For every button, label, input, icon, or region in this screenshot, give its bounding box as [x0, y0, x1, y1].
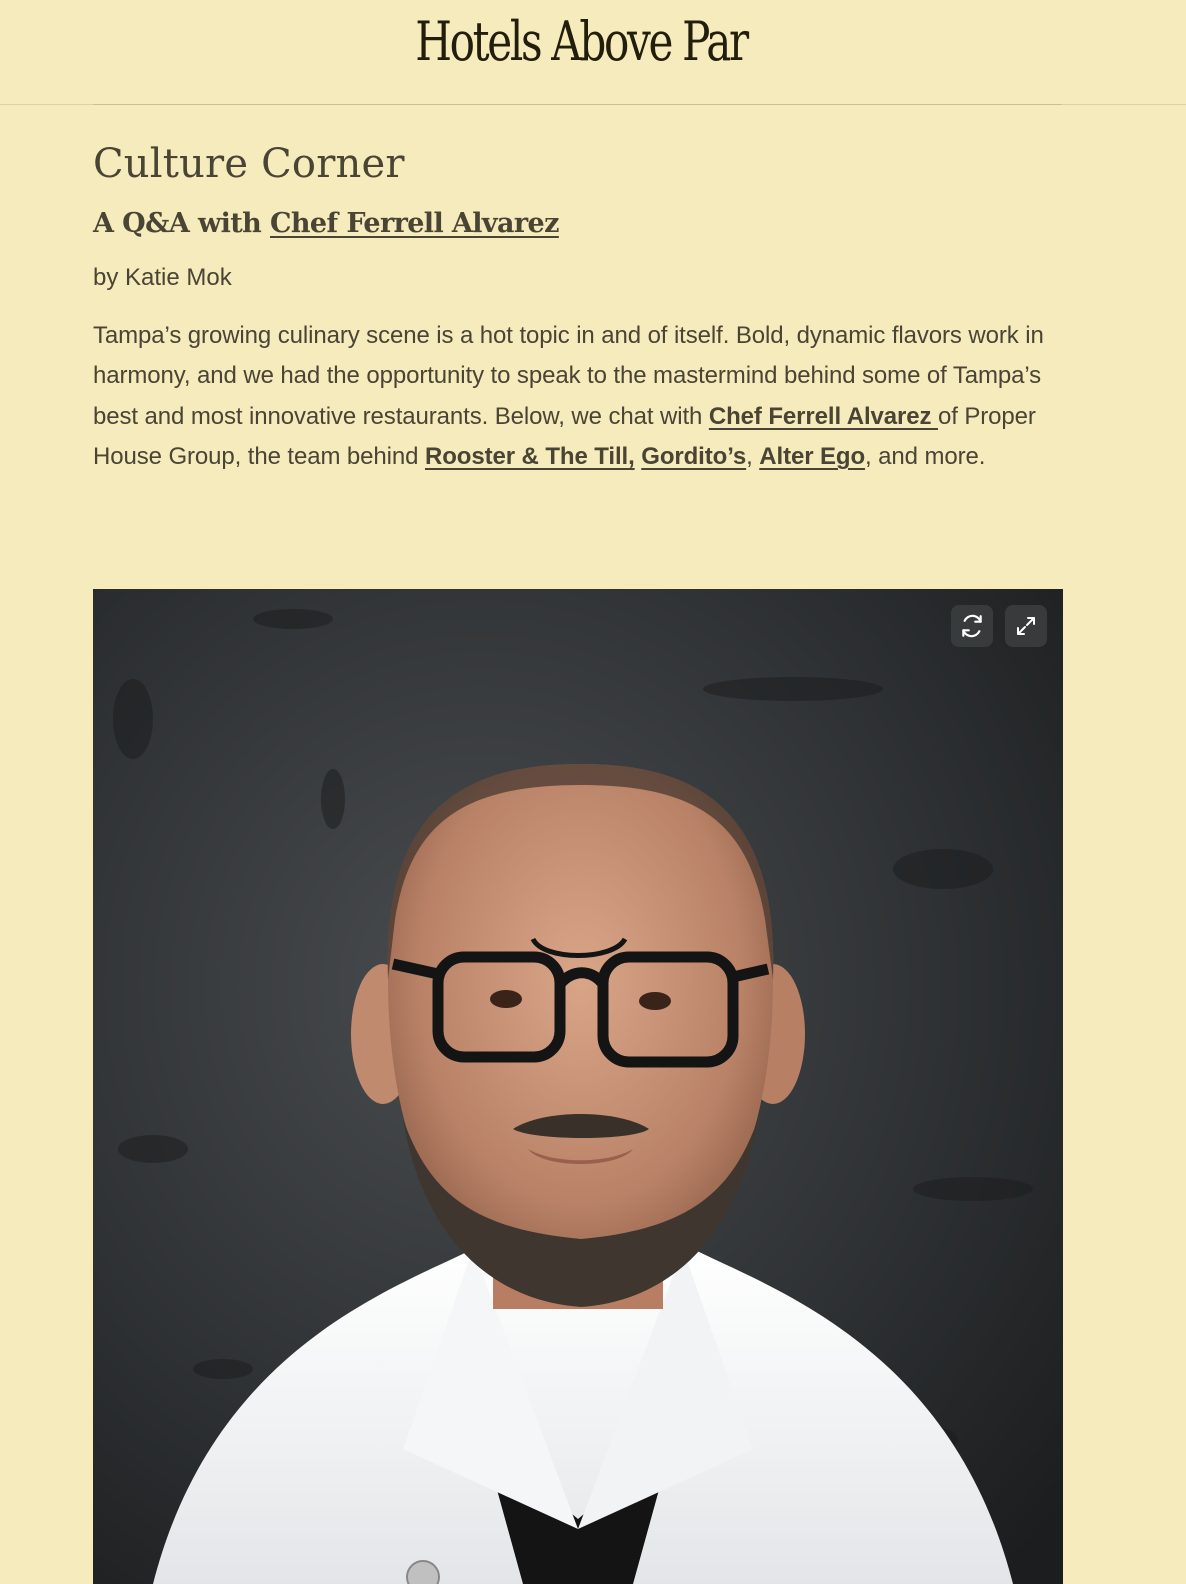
alter-ego-link[interactable]: Alter Ego: [759, 443, 866, 471]
rooster-link[interactable]: Rooster & The Till,: [424, 443, 635, 471]
expand-icon: [1014, 614, 1038, 638]
intro-text: , and more.: [865, 443, 986, 471]
chef-portrait-illustration: [93, 589, 1063, 1584]
site-logo[interactable]: Hotels Above Par: [415, 10, 747, 73]
section-title: Culture Corner: [93, 141, 405, 187]
refresh-button[interactable]: [951, 605, 993, 647]
chef-portrait: [93, 589, 1063, 1584]
intro-text: ,: [746, 443, 760, 471]
intro-paragraph: [93, 316, 1063, 478]
article-content: [93, 140, 1063, 478]
refresh-icon: [959, 613, 985, 639]
chef-heading-link[interactable]: Chef Ferrell Alvarez: [270, 208, 559, 239]
expand-button[interactable]: [1005, 605, 1047, 647]
chef-link[interactable]: Chef Ferrell Alvarez: [708, 402, 938, 430]
byline: by Katie Mok: [93, 264, 232, 292]
masthead: [0, 0, 1186, 105]
article-heading: [93, 208, 1063, 240]
article-heading-prefix: A Q&A with: [93, 208, 270, 239]
header-divider: [93, 104, 1062, 105]
gordito-link[interactable]: Gordito’s: [641, 443, 747, 471]
intro-text: Tampa’s growing culinary scene is a hot topic in and of itself. Bold, dynamic flavors work in harmony, and we had the opportunity to speak to the mastermind behind some of Tampa’s best and most innovative restaurants. Below, we chat with: [93, 321, 1044, 430]
intro-text: of Proper House Group, the team behind: [93, 402, 1036, 471]
